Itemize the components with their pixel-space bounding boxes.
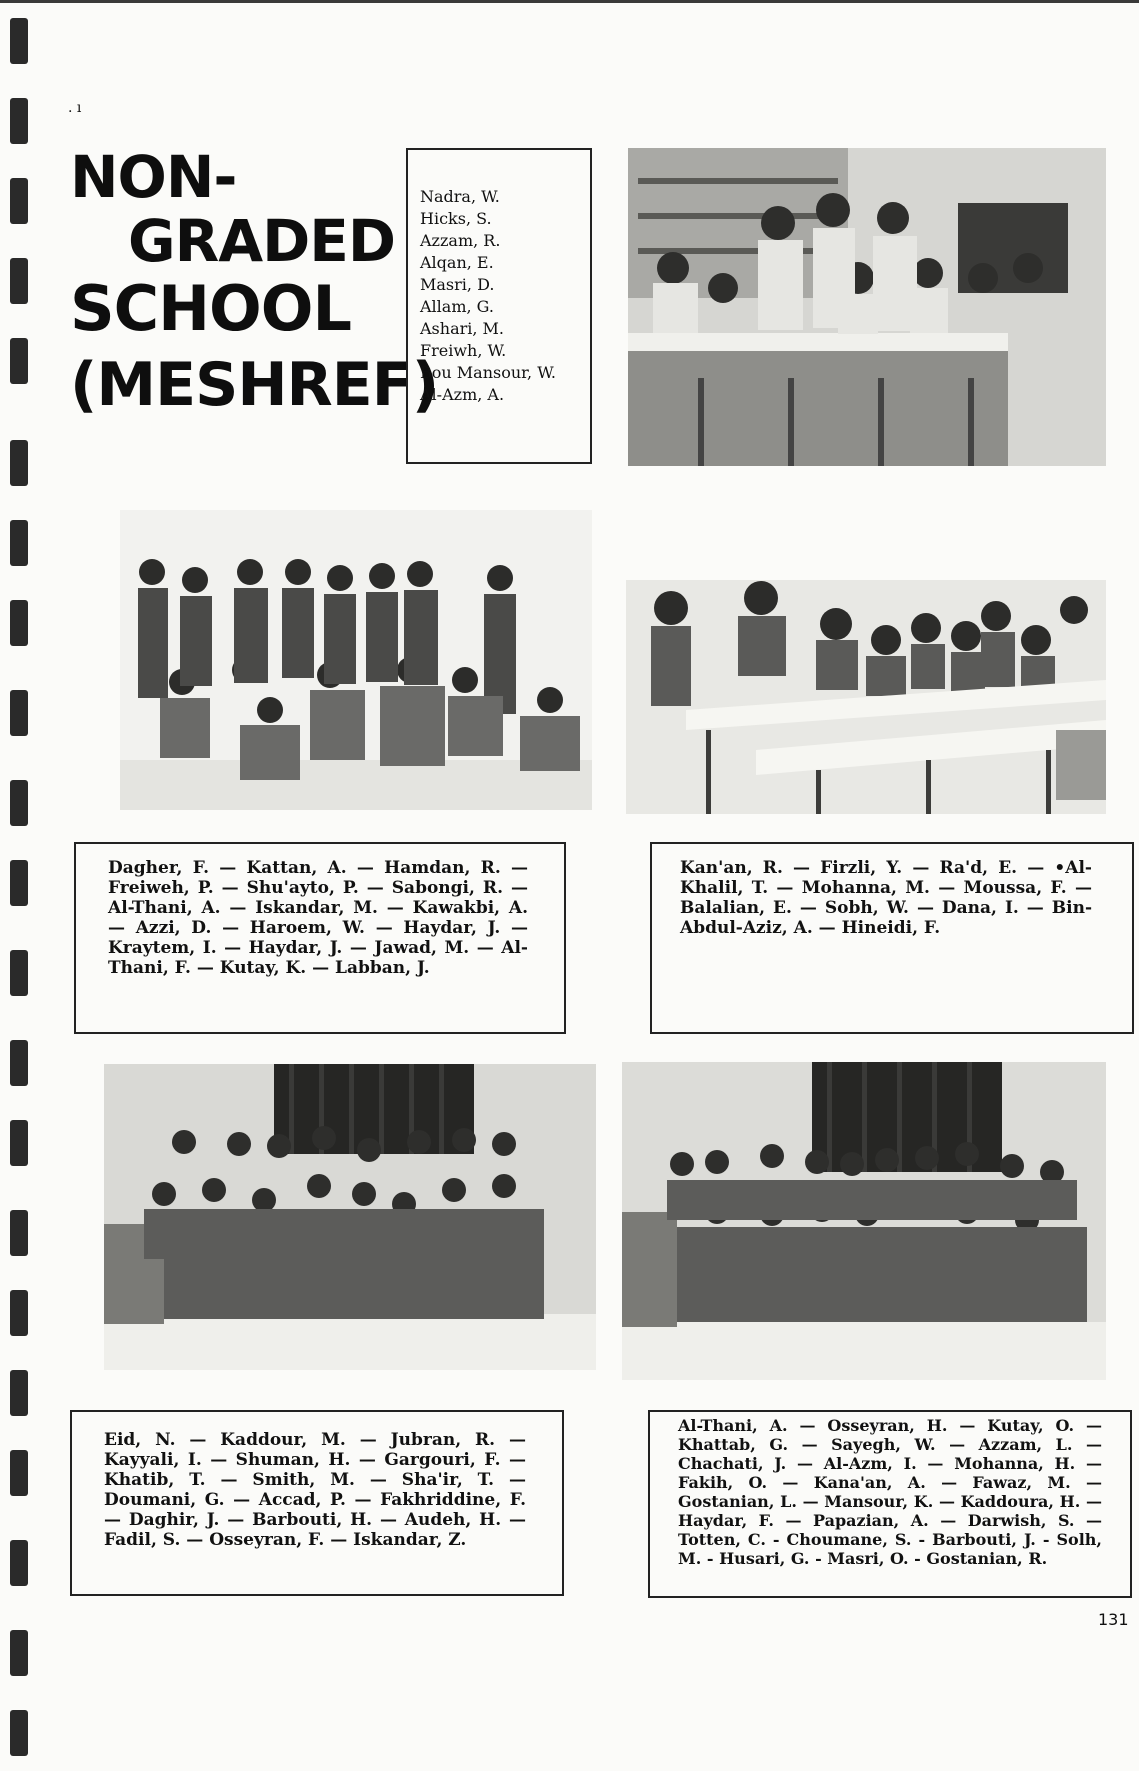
name-entry: Al-Azm, A. bbox=[420, 385, 505, 404]
binding-hole bbox=[10, 600, 28, 646]
binding-hole bbox=[10, 520, 28, 566]
binding-hole bbox=[10, 780, 28, 826]
caption-text: Al-Thani, A. — Osseyran, H. — Kutay, O. — Khattab, G. — Sayegh, W. — Azzam, L. — Chachati, J. — Al-Azm, I. — Mohanna, H. — Fakih, O. — Kana'an, A. — Fawaz, M. — Gostanian, L. — Mansour, K. — Kaddoura, H. — Haydar, F. — Papazian, A. — Darwish, S. — Totten, C. - Choumane, S. - Barbouti, J. - Solh, M. - Husari, G. - Masri, O. - Gostanian, R. bbox=[678, 1416, 1102, 1568]
name-entry: Freiwh, W. bbox=[420, 341, 507, 360]
title-line-4: (MESHREF) bbox=[70, 350, 439, 420]
binding-hole bbox=[10, 1040, 28, 1086]
caption-text: Eid, N. — Kaddour, M. — Jubran, R. — Kayyali, I. — Shuman, H. — Gargouri, F. — Khatib, T. — Smith, M. — Sha'ir, T. — Doumani, G. — Accad, P. — Fakhriddine, F. — Daghir, J. — Barbouti, H. — Audeh, H. — Fadil, S. — Osseyran, F. — Iskandar, Z. bbox=[104, 1430, 526, 1550]
name-entry: Allam, G. bbox=[420, 297, 494, 316]
margin-mark: . ı bbox=[68, 100, 82, 116]
binding-hole bbox=[10, 258, 28, 304]
group-photo-middle-left bbox=[120, 510, 592, 810]
name-entry: Masri, D. bbox=[420, 275, 495, 294]
name-entry: Hicks, S. bbox=[420, 209, 492, 228]
binding-hole bbox=[10, 178, 28, 224]
caption-middle-left bbox=[74, 842, 566, 1034]
title-line-1: NON- bbox=[70, 143, 237, 211]
binding-hole bbox=[10, 18, 28, 64]
binding-hole bbox=[10, 690, 28, 736]
classroom-photo-top bbox=[628, 148, 1106, 466]
binding-hole bbox=[10, 98, 28, 144]
binding-hole bbox=[10, 1710, 28, 1756]
binding-hole bbox=[10, 1370, 28, 1416]
name-entry: Nadra, W. bbox=[420, 187, 500, 206]
title-line-3: SCHOOL bbox=[70, 272, 351, 345]
caption-middle-right bbox=[650, 842, 1134, 1034]
binding-hole bbox=[10, 1210, 28, 1256]
binding-hole bbox=[10, 1540, 28, 1586]
binding-hole bbox=[10, 1450, 28, 1496]
binding-hole bbox=[10, 1630, 28, 1676]
binding-hole bbox=[10, 338, 28, 384]
name-entry: Alqan, E. bbox=[420, 253, 494, 272]
page-number: 131 bbox=[1098, 1610, 1129, 1629]
title-line-2: GRADED bbox=[128, 207, 396, 275]
top-rule bbox=[0, 0, 1139, 3]
binding-hole bbox=[10, 1290, 28, 1336]
caption-bottom-right bbox=[648, 1410, 1132, 1598]
desk-photo-middle-right bbox=[626, 580, 1106, 814]
group-photo-bottom-right bbox=[622, 1062, 1106, 1380]
caption-bottom-left bbox=[70, 1410, 564, 1596]
caption-text: Kan'an, R. — Firzli, Y. — Ra'd, E. — •Al-Khalil, T. — Mohanna, M. — Moussa, F. — Balalian, E. — Sobh, W. — Dana, I. — Bin-Abdul-Aziz, A. — Hineidi, F. bbox=[680, 858, 1092, 938]
binding-hole bbox=[10, 440, 28, 486]
name-entry: Azzam, R. bbox=[420, 231, 501, 250]
binding-hole bbox=[10, 1120, 28, 1166]
binding-holes bbox=[0, 0, 48, 1771]
group-photo-bottom-left bbox=[104, 1064, 596, 1370]
caption-text: Dagher, F. — Kattan, A. — Hamdan, R. — Freiweh, P. — Shu'ayto, P. — Sabongi, R. — Al-Thani, A. — Iskandar, M. — Kawakbi, A. — Azzi, D. — Haroem, W. — Haydar, J. — Kraytem, I. — Haydar, J. — Jawad, M. — Al-Thani, F. — Kutay, K. — Labban, J. bbox=[108, 858, 528, 978]
name-entry: Bou Mansour, W. bbox=[420, 363, 556, 382]
binding-hole bbox=[10, 860, 28, 906]
name-entry: Ashari, M. bbox=[420, 319, 505, 338]
binding-hole bbox=[10, 950, 28, 996]
top-names-box bbox=[406, 148, 592, 464]
